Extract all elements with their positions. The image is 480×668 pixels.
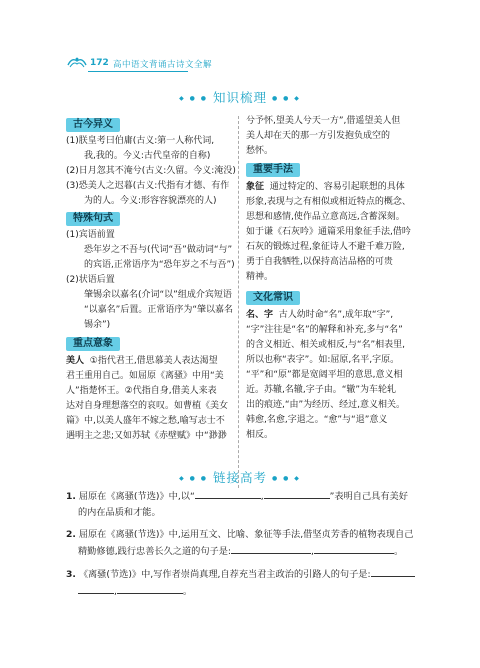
answer-blank[interactable]: [264, 488, 330, 499]
answer-blank[interactable]: [195, 488, 261, 499]
badge-wenhua-changshi: 文化常识: [246, 291, 300, 305]
gujin-block: (1)朕皇考曰伯庸(古义:第一人称代词, 我,我的。今义:古代皇帝的自称) (2)日月忽其不淹兮(古义:久留。今义:淹没) (3)恐美人之迟暮(古义:代指有才德、有作 为的人。今义:形容容貌漂亮的人): [66, 136, 236, 206]
shoufa-block: 象征 通过特定的、容易引起联想的具体 形象,表现与之有相似或相近特点的概念、 思想和感情,使作品立意高远,含蓄深刻。 如于谦《石灰吟》通篇采用象征手法,借吟 石灰的锻炼过程,象征诗人不避千难万险, 勇于自我牺牲,以保持高洁品格的可贵 精神。: [246, 182, 411, 282]
answer-blank[interactable]: [371, 566, 415, 577]
badge-gujin-yiyi: 古今异义: [66, 118, 120, 132]
exam-questions: 1. 屈原在《离骚(节选)》中,以“ , ”表明自己具有美好 的内在品质和才能。 2. 屈原在《离骚(节选)》中,运用互文、比喻、象征等手法,借坚贞芳香的植物表现自己 精勤修德,践行忠善长久之道的句子是: , 。 3. 《离骚(节选)》中,写作者崇尚真理,自荐充当君主政治的引路人的句子是: , 。: [66, 488, 426, 600]
badge-zhongdian-yixiang: 重点意象: [66, 337, 120, 351]
wenhua-block: 名、字 古人幼时命“名”,成年取“字”, “字”注往是“名”的解释和补充,多与“名” 的含义相近、相关或相反,与“名”相表里, 所以也称“表字”。如:屈原,名平,字原。 “平”和“原”都是宽阔平坦的意思,意义相 近。苏辙,名辙,字子由。“辙”为车轮轧 出的痕迹,“由”为经历、经过,意义相关。 韩愈,名愈,字退之。“愈”与“退”意义 相反。: [246, 310, 406, 440]
running-title: 高中语文背诵古诗文全解: [113, 60, 213, 70]
answer-blank[interactable]: [314, 543, 394, 554]
question-1: 1. 屈原在《离骚(节选)》中,以“ , ”表明自己具有美好: [66, 488, 426, 505]
column-divider: [238, 116, 239, 488]
teshu-block: (1)宾语前置 恐年岁之不吾与(代词“吾”做动词“与” 的宾语,正常语序为“恐年岁之不与吾”) (2)状语后置 肇锡余以嘉名(介词“以”组成介宾短语 “以嘉名”后置。正常语序为“肇以嘉名 锡余”): [66, 230, 235, 330]
answer-blank[interactable]: [117, 583, 183, 594]
section-title-exam: ◆ ● ● 链接高考 ● ● ◆: [179, 470, 301, 485]
question-3: 3. 《离骚(节选)》中,写作者崇尚真理,自荐充当君主政治的引路人的句子是:: [66, 566, 426, 583]
answer-blank[interactable]: [78, 583, 114, 594]
badge-zhongyao-shoufa: 重要手法: [246, 163, 300, 177]
yixiang-continued: 兮予怀,望美人兮天一方”,借遥望美人但 美人却在天的那一方引发抱负成空的 愁怀。: [246, 116, 401, 156]
header-rule: [88, 71, 188, 72]
answer-blank[interactable]: [231, 543, 311, 554]
question-2: 2. 屈原在《离骚(节选)》中,运用互文、比喻、象征等手法,借坚贞芳香的植物表现自己: [66, 529, 414, 540]
section-title-knowledge: ◆ ● ● 知识梳理 ● ● ◆: [179, 90, 301, 105]
yixiang-block: 美人 ①指代君王,借思慕美人表达渴望 君王重用自己。如屈原《离骚》中用“美 人”指楚怀王。②代指自身,借美人来表 达对自身理想落空的哀叹。如曹植《美女 篇》中,以美人盛年不嫁之愁,喻写志士不 遇明主之悲;又如苏轼《赤壁赋》中“渺渺: [66, 356, 229, 441]
page-number: 172: [90, 58, 109, 68]
book-logo-icon: [66, 55, 88, 69]
badge-teshu-jushi: 特殊句式: [66, 212, 120, 226]
